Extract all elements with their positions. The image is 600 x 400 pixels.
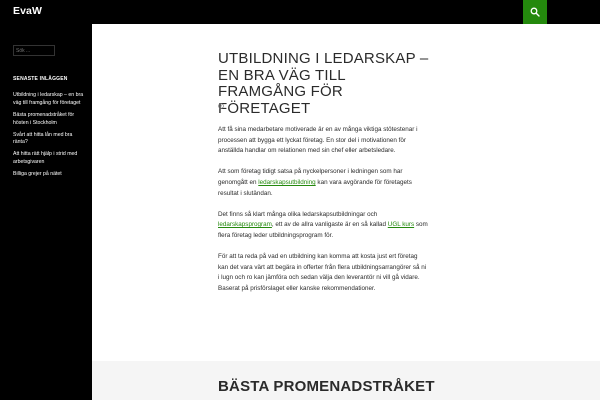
paragraph-text: Att som företag tidigt satsa på nyckelpersoner i ledningen som har genomgått en	[218, 168, 403, 186]
article-title[interactable]: UTBILDNING I LEDARSKAP – EN BRA VÄG TILL FRAMGÅNG FÖR FÖRETAGET	[218, 50, 429, 117]
search-icon	[530, 7, 540, 17]
recent-post-link[interactable]: Att hitta rätt hjälp i strid med arbetsgivaren	[13, 151, 78, 166]
recent-posts-title: SENASTE INLÄGGEN	[13, 76, 68, 82]
ugl-kurs-link[interactable]: UGL kurs	[387, 221, 415, 229]
article	[92, 24, 600, 361]
recent-post-link[interactable]: Utbildning i ledarskap – en bra väg till framgång för företaget	[13, 92, 84, 106]
site-title[interactable]: EvaW	[13, 5, 42, 17]
search-toggle-button[interactable]	[523, 0, 547, 24]
article-body	[218, 125, 428, 305]
next-article-title[interactable]: BÄSTA PROMENADSTRÅKET	[218, 378, 435, 395]
recent-post-link[interactable]: Billiga grejer på nätet	[13, 171, 62, 178]
paragraph-text: Det finns så klart många olika ledarskapsutbildningar och	[218, 210, 378, 218]
recent-posts-list	[13, 92, 85, 183]
site-header	[0, 0, 600, 24]
recent-post-link[interactable]: Svårt att hitta lån med bra ränta?	[13, 131, 73, 146]
paragraph: Att få sina medarbetare motiverade är en av många viktiga stötestenar i processen att bygga ett lyckat företag. En stor del i motivationen för anställda handlar om relationen med sin chef eller arbetsledare.	[218, 126, 418, 155]
ledarskapsprogram-link[interactable]: ledarskapsprogram	[218, 221, 272, 229]
paragraph-text: , ett av de allra vanligaste är en så kallad	[271, 221, 388, 229]
ledarskapsutbildning-link[interactable]: ledarskapsutbildning	[258, 178, 316, 186]
search-input[interactable]	[13, 45, 55, 56]
recent-post-link[interactable]: Bästa promenadstråket för hösten i Stockholm	[13, 111, 75, 126]
paragraph-text: som flera företag leder utbildningsprogram för.	[218, 221, 428, 239]
paragraph	[218, 167, 428, 199]
clock-icon[interactable]	[218, 103, 224, 109]
paragraph-text: kan vara avgörande för företagets resultat i slutändan.	[218, 178, 412, 197]
main-content	[92, 24, 600, 400]
paragraph: För att ta reda på vad en utbildning kan komma att kosta just ert företag kan det vara värt att begära in offerter från flera utbildningsarrangörer så ni i lugn och ro kan jämföra och sedan välja den leverantör ni vill gå vidare. Baserat på prisförslaget eller kanske rekommendationer.	[218, 253, 427, 292]
paragraph	[218, 210, 428, 242]
sidebar	[0, 24, 92, 400]
